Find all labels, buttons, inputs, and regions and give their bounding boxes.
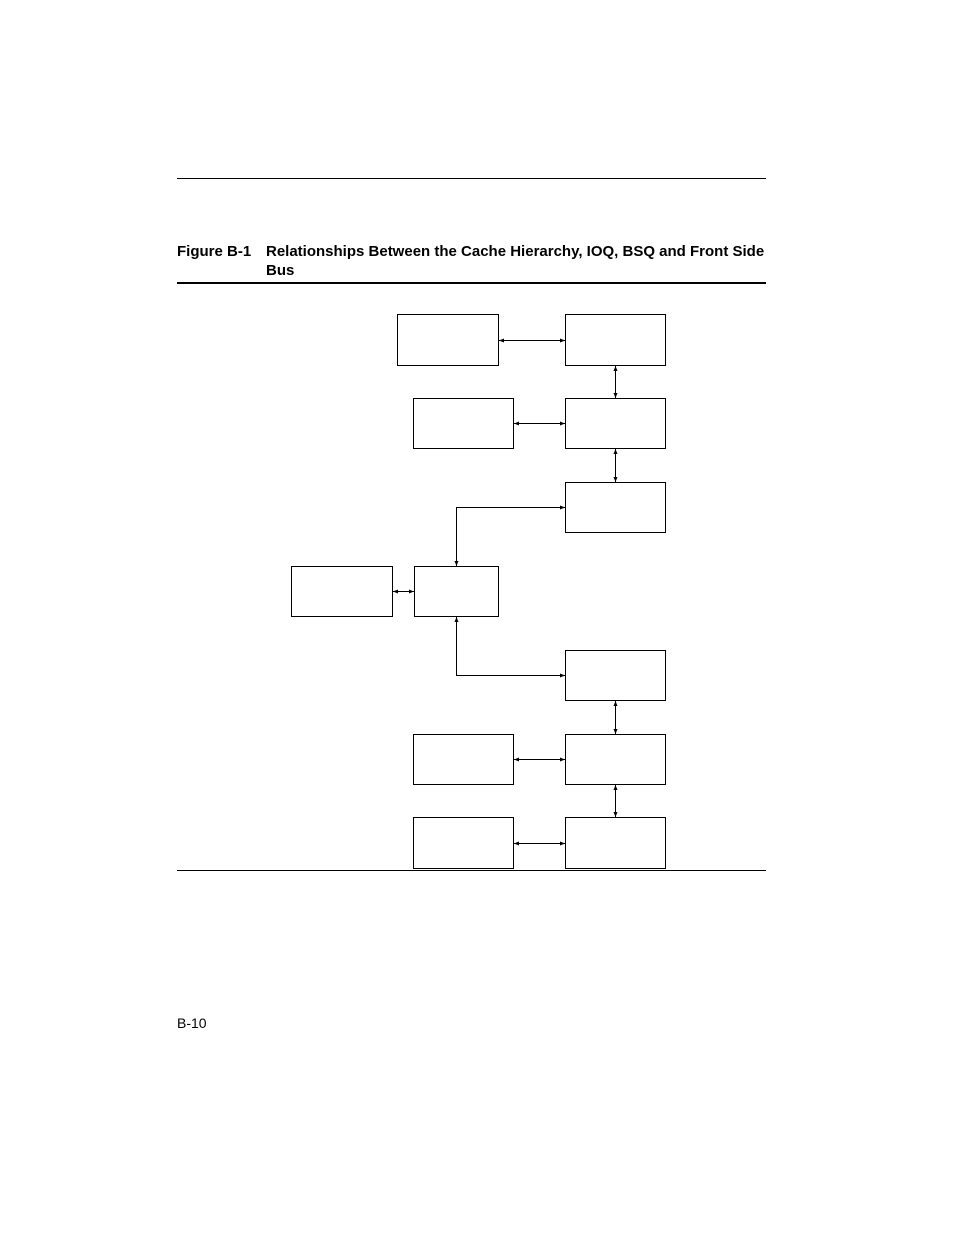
block-left-5 xyxy=(414,735,514,785)
block-right-5 xyxy=(566,735,666,785)
block-right-2 xyxy=(566,399,666,449)
block-right-6 xyxy=(566,818,666,869)
connector-lower xyxy=(457,617,566,676)
footer-rule xyxy=(177,870,766,871)
block-right-1 xyxy=(566,315,666,366)
figure-number: Figure B-1 xyxy=(177,243,252,260)
block-top-left xyxy=(398,315,499,366)
block-left-2 xyxy=(414,399,514,449)
block-right-4 xyxy=(566,651,666,701)
block-left-6 xyxy=(414,818,514,869)
figure-title: Relationships Between the Cache Hierarchy, IOQ, BSQ and Front Side Bus xyxy=(266,243,765,279)
block-center xyxy=(415,567,499,617)
page-number: B-10 xyxy=(177,1015,207,1031)
connector-upper xyxy=(457,508,566,567)
block-far-left xyxy=(292,567,393,617)
block-right-3 xyxy=(566,483,666,533)
